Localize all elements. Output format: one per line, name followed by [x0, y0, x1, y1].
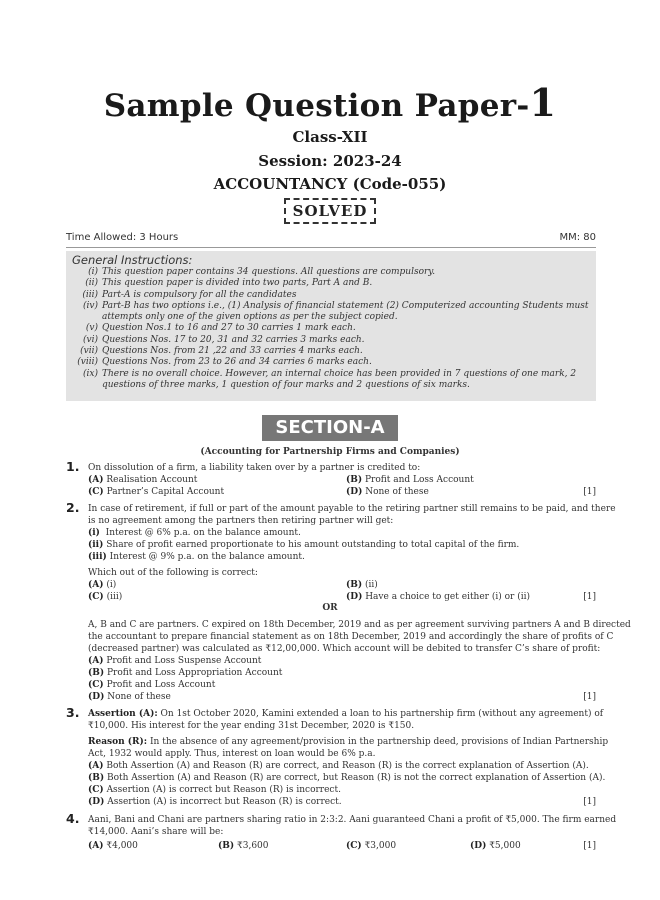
option: (A) (i) [88, 580, 117, 590]
option: (A) Both Assertion (A) and Reason (R) are correct, and Reason (R) is the correct explanation of Assertion (A). [88, 761, 589, 771]
instruction-item: (i) This question paper contains 34 questions. All questions are compulsory. [88, 267, 436, 277]
title-text: Sample Question Paper- [103, 88, 530, 124]
assertion: ₹10,000. His interest for the year ending 31st December, 2020 is ₹150. [88, 721, 415, 731]
max-marks: MM: 80 [559, 232, 596, 243]
question-text: Which out of the following is correct: [88, 568, 258, 578]
instruction-item: (vii) Questions Nos. from 21 ,22 and 33 carries 4 marks each. [80, 346, 363, 357]
option: (D) ₹5,000 [470, 841, 521, 851]
option: (B) Profit and Loss Appropriation Account [88, 668, 283, 678]
class-label: Class-XII [292, 128, 368, 146]
option: (B) Both Assertion (A) and Reason (R) are correct, but Reason (R) is not the correct explanation of Assertion (A). [88, 773, 606, 783]
subject-label: ACCOUNTANCY (Code-055) [213, 175, 447, 193]
instruction-item: (ii) This question paper is divided into two parts, Part A and B. [85, 278, 373, 289]
question-number: 2. [66, 500, 80, 515]
option: (B) (ii) [346, 580, 378, 590]
question-text: is no agreement among the partners then retiring partner will get: [88, 516, 394, 526]
instruction-item: (viii) Questions Nos. from 23 to 26 and 34 carries 6 marks each. [77, 357, 372, 368]
solved-badge: SOLVED [284, 198, 376, 224]
instruction-item: (iv) Part-B has two options i.e., (1) Analysis of financial statement (2) Computerized accounting Students must attempts only one of the given options as per the subject copied. [83, 300, 589, 323]
section-subtitle: (Accounting for Partnership Firms and Companies) [200, 447, 460, 457]
section-title: SECTION-A [262, 415, 398, 441]
marks-label: [1] [583, 592, 596, 602]
statement: (i) Interest @ 6% p.a. on the balance amount. [88, 528, 301, 538]
option: (B) ₹3,600 [218, 841, 269, 851]
or-separator: OR [322, 603, 338, 613]
marks-label: [1] [583, 841, 596, 851]
instruction-item: (iii) Part-A is compulsory for all the candidates [82, 289, 297, 300]
option: (A) Realisation Account [88, 475, 198, 485]
marks-label: [1] [583, 797, 596, 807]
option: (C) (iii) [88, 592, 123, 602]
instruction-item: (vi) Questions Nos. 17 to 20, 31 and 32 carries 3 marks each. [83, 334, 365, 345]
question-number: 3. [66, 705, 80, 720]
time-allowed: Time Allowed: 3 Hours [66, 232, 179, 243]
page-title [0, 80, 660, 125]
option: (C) Profit and Loss Account [88, 680, 216, 690]
reason: Reason (R): In the absence of any agreement/provision in the partnership deed, provisions of Indian Partnership [88, 737, 609, 747]
session-label: Session: 2023-24 [258, 152, 402, 170]
question-text: Aani, Bani and Chani are partners sharing ratio in 2:3:2. Aani guaranteed Chani a profit of ₹5,000. The firm earned [88, 815, 617, 825]
question-text: the accountant to prepare financial statement as on 18th December, 2019 and accordingly the share of profits of C [88, 632, 614, 642]
general-instructions [66, 251, 596, 401]
instruction-item: (v) Question Nos.1 to 16 and 27 to 30 carries 1 mark each. [85, 323, 356, 334]
option: (C) Partner’s Capital Account [88, 487, 225, 497]
statement: (iii) Interest @ 9% p.a. on the balance amount. [88, 552, 305, 562]
option: (C) ₹3,000 [346, 841, 397, 851]
question-text: A, B and C are partners. C expired on 18th December, 2019 and as per agreement surviving partners A and B directed [88, 620, 631, 630]
question-number: 1. [66, 459, 80, 474]
question-text: In case of retirement, if full or part of the amount payable to the retiring partner still remains to be paid, and there [88, 504, 616, 514]
option: (D) Have a choice to get either (i) or (ii) [346, 592, 530, 602]
assertion: Assertion (A): On 1st October 2020, Kamini extended a loan to his partnership firm (without any agreement) of [88, 709, 604, 719]
marks-label: [1] [583, 692, 596, 702]
option: (A) Profit and Loss Suspense Account [88, 656, 262, 666]
question-text: (decreased partner) was calculated as ₹12,00,000. Which account will be debited to transfer C’s share of profit: [88, 644, 601, 654]
option: (B) Profit and Loss Account [346, 475, 474, 485]
question-text: ₹14,000. Aani’s share will be: [88, 827, 224, 837]
divider [66, 247, 596, 248]
option: (D) None of these [88, 692, 171, 702]
marks-label: [1] [583, 487, 596, 497]
reason: Act, 1932 would apply. Thus, interest on loan would be 6% p.a. [88, 749, 376, 759]
option: (A) ₹4,000 [88, 841, 138, 851]
question-text: On dissolution of a firm, a liability taken over by a partner is credited to: [88, 463, 421, 473]
title-number: 1 [529, 80, 557, 125]
question-number: 4. [66, 811, 80, 826]
option: (C) Assertion (A) is correct but Reason (R) is incorrect. [88, 785, 341, 795]
option: (D) Assertion (A) is incorrect but Reason (R) is correct. [88, 797, 342, 807]
option: (D) None of these [346, 487, 429, 497]
instructions-heading: General Instructions: [72, 253, 193, 267]
instruction-item: (ix) There is no overall choice. However, an internal choice has been provided in 7 questions of one mark, 2 questions of three marks, 1 question of four marks and 2 questions of six marks. [83, 368, 577, 390]
statement: (ii) Share of profit earned proportionate to his amount outstanding to total capital of the firm. [88, 540, 520, 550]
